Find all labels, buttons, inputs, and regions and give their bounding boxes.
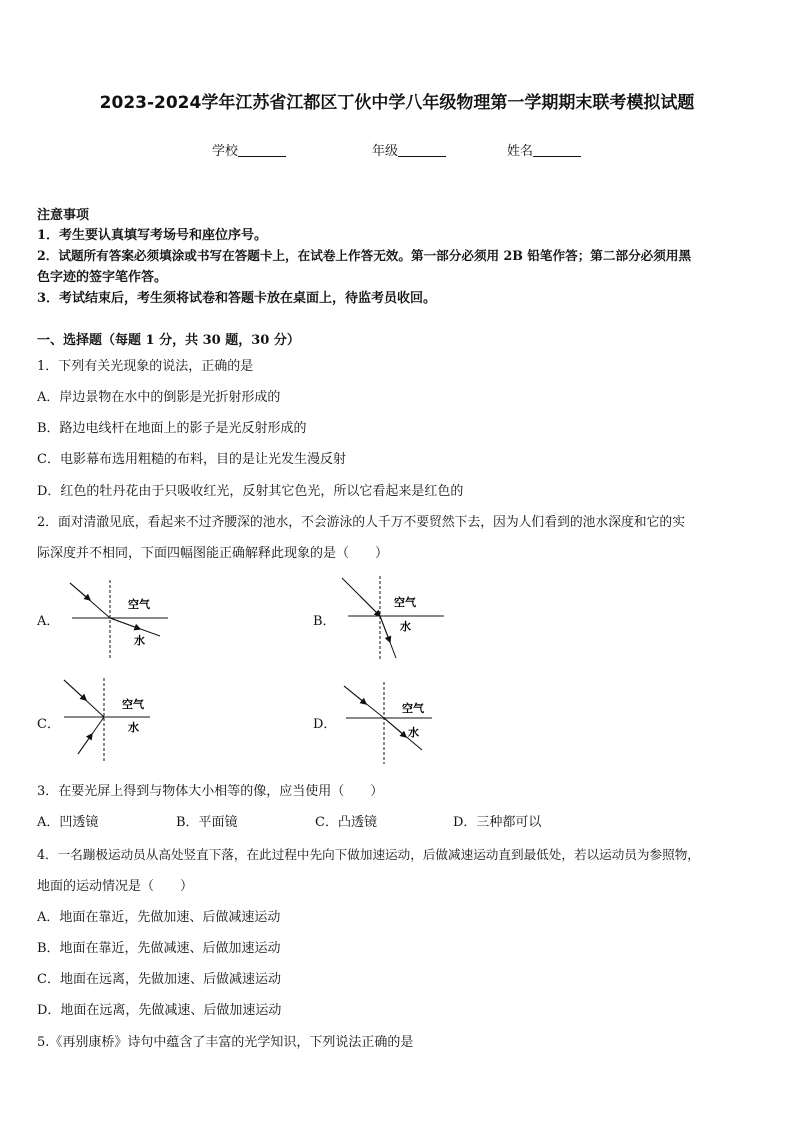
school-field [212, 140, 286, 159]
q2-option-d-label: D． [313, 717, 337, 732]
question-4-stem-line2: 地面的运动情况是（ ） [37, 879, 194, 894]
grade-blank [398, 144, 446, 157]
water-label: 水 [134, 634, 145, 647]
q2-option-b-label: B． [313, 614, 336, 629]
name-field [507, 140, 581, 159]
q1-option-b: B．路边电线杆在地面上的影子是光反射形成的 [37, 421, 307, 436]
notice-item: 2．试题所有答案必须填涂或书写在答题卡上，在试卷上作答无效。第一部分必须用 2B 铅笔作答；第二部分必须用黑 [37, 248, 692, 263]
question-5-stem: 5.《再别康桥》诗句中蕴含了丰富的光学知识，下列说法正确的是 [37, 1035, 414, 1050]
question-4-stem-line1: 4．一名蹦极运动员从高处竖直下落，在此过程中先向下做加速运动，后做减速运动直到最低处，若以运动员为参照物， [37, 847, 700, 862]
q4-option-d: D．地面在远离，先做减速、后做加速运动 [37, 1003, 282, 1018]
school-blank [238, 144, 286, 157]
school-label: 学校 [212, 144, 239, 159]
water-label: 水 [408, 726, 419, 739]
q2-option-c-label: C． [37, 717, 60, 732]
q2-diagram-a [60, 578, 180, 662]
notice-heading: 注意事项 [37, 208, 90, 223]
name-label: 姓名 [507, 144, 534, 159]
q4-option-b: B．地面在靠近，先做减速、后做加速运动 [37, 941, 281, 956]
water-label: 水 [400, 620, 411, 633]
q2-diagram-b [336, 574, 456, 664]
grade-field [372, 140, 446, 159]
section-heading: 一、选择题（每题 1 分，共 30 题，30 分） [37, 333, 300, 348]
q3-option-c: C．凸透镜 [315, 815, 377, 830]
q2-option-a-label: A． [37, 614, 60, 629]
q2-diagram-d [336, 680, 456, 770]
q3-option-a: A．凹透镜 [37, 815, 99, 830]
water-label: 水 [128, 721, 139, 734]
q4-option-a: A．地面在靠近，先做加速、后做减速运动 [37, 910, 281, 925]
air-label: 空气 [402, 702, 424, 715]
q2-diagram-c [60, 676, 180, 766]
exam-title: 2023-2024学年江苏省江都区丁伙中学八年级物理第一学期期末联考模拟试题 [99, 93, 695, 113]
question-2-stem-line2: 际深度并不相同，下面四幅图能正确解释此现象的是（ ） [37, 546, 389, 561]
air-label: 空气 [128, 598, 150, 611]
question-2-stem-line1: 2．面对清澈见底，看起来不过齐腰深的池水，不会游泳的人千万不要贸然下去，因为人们看到的池水深度和它的实 [37, 515, 685, 530]
q3-option-d: D．三种都可以 [453, 815, 542, 830]
air-label: 空气 [394, 596, 416, 609]
question-3-stem: 3．在要光屏上得到与物体大小相等的像，应当使用（ ） [37, 784, 384, 799]
grade-label: 年级 [372, 144, 399, 159]
notice-item: 1．考生要认真填写考场号和座位序号。 [37, 228, 268, 243]
name-blank [533, 144, 581, 157]
q1-option-a: A．岸边景物在水中的倒影是光折射形成的 [37, 390, 281, 405]
q1-option-c: C．电影幕布选用粗糙的布料，目的是让光发生漫反射 [37, 452, 346, 467]
q1-option-d: D．红色的牡丹花由于只吸收红光，反射其它色光，所以它看起来是红色的 [37, 484, 464, 499]
notice-item: 色字迹的签字笔作答。 [37, 270, 168, 285]
notice-item: 3．考试结束后，考生须将试卷和答题卡放在桌面上，待监考员收回。 [37, 291, 437, 306]
q3-option-b: B．平面镜 [176, 815, 238, 830]
question-1-stem: 1．下列有关光现象的说法，正确的是 [37, 359, 254, 374]
q4-option-c: C．地面在远离，先做加速、后做减速运动 [37, 972, 281, 987]
air-label: 空气 [122, 698, 144, 711]
